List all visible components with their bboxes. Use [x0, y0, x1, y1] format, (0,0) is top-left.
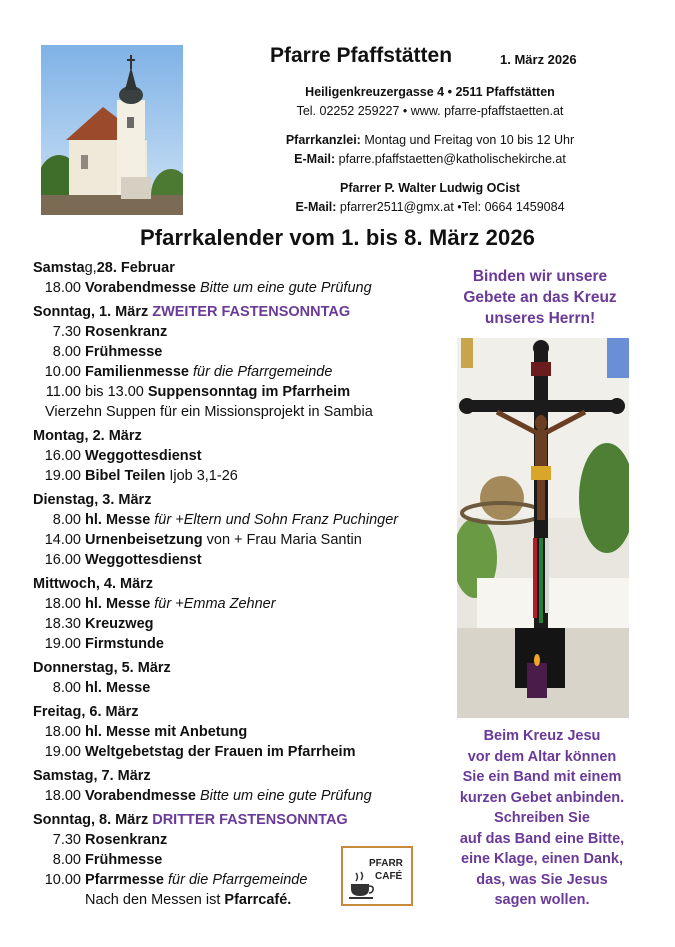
liturgical-day: ZWEITER FASTENSONNTAG — [152, 304, 351, 320]
event-title: hl. Messe mit Anbetung — [85, 724, 248, 740]
day-name-rest: g, — [84, 260, 97, 276]
prayer-instructions — [447, 726, 637, 911]
calendar-event — [33, 402, 453, 422]
event-time: 18.30 — [44, 616, 81, 632]
event-time: 8.00 — [52, 344, 81, 360]
event-time: 8.00 — [52, 852, 81, 868]
calendar-event — [33, 322, 453, 342]
day-heading — [33, 766, 453, 786]
event-title: Weggottesdienst — [85, 552, 202, 568]
event-title: Pfarrmesse — [85, 872, 164, 888]
event-title: Rosenkranz — [85, 832, 168, 848]
event-time: 14.00 — [44, 532, 81, 548]
office-hours-line — [200, 133, 660, 147]
day-name: Mittwoch, 4. März — [33, 576, 154, 592]
event-title: Suppensonntag im Pfarrheim — [147, 384, 351, 400]
calendar-heading: Pfarrkalender vom 1. bis 8. März 2026 — [139, 225, 535, 250]
calendar-event — [33, 786, 453, 806]
calendar-day — [33, 302, 453, 422]
event-title: Firmstunde — [85, 636, 164, 652]
office-hours: Montag und Freitag von 10 bis 12 Uhr — [364, 133, 575, 147]
calendar-event — [33, 550, 453, 570]
event-title: Rosenkranz — [85, 324, 168, 340]
day-heading — [33, 426, 453, 446]
event-title: Weltgebetstag der Frauen im Pfarrheim — [85, 744, 356, 760]
day-date: 28. Februar — [96, 260, 175, 276]
office-label: Pfarrkanzlei: — [285, 133, 361, 147]
calendar-event — [33, 614, 453, 634]
event-time: 18.00 — [44, 596, 81, 612]
event-time: 7.30 — [52, 832, 81, 848]
crucifix-photo — [457, 338, 629, 718]
day-name: Dienstag, 3. März — [33, 492, 152, 508]
prayer-heading-line: Gebete an das Kreuz — [463, 289, 617, 306]
event-intention: für die Pfarrgemeinde — [192, 364, 333, 380]
event-time: 8.00 — [52, 512, 81, 528]
liturgical-day: DRITTER FASTENSONNTAG — [152, 812, 348, 828]
day-heading — [33, 702, 453, 722]
event-time: 19.00 — [44, 468, 81, 484]
day-separator — [33, 910, 453, 914]
calendar-event — [33, 530, 453, 550]
event-intention: Bitte um eine gute Prüfung — [199, 280, 372, 296]
prayer-text-line: das, was Sie Jesus — [476, 871, 608, 888]
event-time: 16.00 — [44, 448, 81, 464]
calendar-event — [33, 594, 453, 614]
priest-name: Pfarrer P. Walter Ludwig OCist — [340, 181, 520, 195]
calendar-day — [33, 574, 453, 654]
calendar-event — [33, 742, 453, 762]
prayer-text-line: kurzen Gebet anbinden. — [459, 789, 625, 806]
day-heading — [33, 258, 453, 278]
prayer-heading-line: unseres Herrn! — [484, 310, 596, 327]
event-detail: von + Frau Maria Santin — [206, 532, 362, 548]
calendar-event — [33, 446, 453, 466]
calendar-event — [33, 678, 453, 698]
calendar-day — [33, 702, 453, 762]
calendar-event — [33, 510, 453, 530]
event-title: Familienmesse — [85, 364, 189, 380]
event-time: 11.00 — [45, 384, 81, 400]
prayer-text-line: Sie ein Band mit einem — [462, 769, 622, 785]
prayer-heading — [455, 266, 625, 329]
day-heading — [33, 658, 453, 678]
logo-line-2: CAFÉ — [375, 871, 403, 882]
event-title: Vorabendmesse — [85, 280, 196, 296]
day-heading — [33, 810, 453, 830]
event-intention: für +Eltern und Sohn Franz Puchinger — [154, 512, 399, 528]
event-title: hl. Messe — [85, 512, 151, 528]
day-name: Samstag, 7. März — [33, 768, 151, 784]
issue-date: 1. März 2026 — [500, 52, 577, 67]
calendar-event — [33, 466, 453, 486]
calendar-event — [33, 382, 453, 402]
prayer-text-line: eine Klage, einen Dank, — [461, 851, 623, 867]
event-note: Nach den Messen ist — [85, 892, 221, 908]
event-title: Urnenbeisetzung — [85, 532, 203, 548]
event-title: Kreuzweg — [85, 616, 154, 632]
day-name: Sonntag, 8. März — [33, 812, 149, 828]
event-time: 18.00 — [44, 724, 81, 740]
calendar-day — [33, 490, 453, 570]
calendar-day — [33, 426, 453, 486]
event-description: Vierzehn Suppen für ein Missionsprojekt in Sambia — [45, 404, 373, 420]
prayer-text-line: Beim Kreuz Jesu — [483, 728, 601, 744]
priest-email-label: E-Mail: — [295, 200, 337, 214]
event-time: 16.00 — [44, 552, 81, 568]
event-time: 8.00 — [52, 680, 81, 696]
priest-contact[interactable]: pfarrer2511@gmx.at •Tel: 0664 1459084 — [339, 200, 565, 214]
parish-title: Pfarre Pfaffstätten — [270, 44, 453, 67]
parish-contact[interactable]: Tel. 02252 259227 • www. pfarre-pfaffstaetten.at — [296, 104, 564, 118]
office-email-line — [200, 152, 660, 166]
event-detail: Ijob 3,1-26 — [169, 468, 238, 484]
event-time: 18.00 — [44, 788, 81, 804]
day-name: Donnerstag, 5. März — [33, 660, 171, 676]
prayer-heading-line: Binden wir unsere — [472, 268, 608, 285]
prayer-text-line: vor dem Altar können — [467, 748, 617, 765]
event-time: 7.30 — [52, 324, 81, 340]
event-note-bold: Pfarrcafé. — [224, 892, 292, 908]
day-name: Freitag, 6. März — [33, 704, 139, 720]
parish-calendar — [33, 258, 453, 914]
event-intention: für die Pfarrgemeinde — [168, 872, 308, 888]
calendar-event — [33, 362, 453, 382]
pfarrcafe-logo — [341, 846, 413, 906]
event-time: 19.00 — [44, 636, 81, 652]
day-name: Montag, 2. März — [33, 428, 142, 444]
event-title: Bibel Teilen — [85, 468, 166, 484]
event-title: hl. Messe — [85, 680, 151, 696]
event-time-end: bis 13.00 — [85, 384, 144, 400]
event-intention: Bitte um eine gute Prüfung — [199, 788, 372, 804]
day-heading — [33, 574, 453, 594]
calendar-event — [33, 342, 453, 362]
calendar-day — [33, 658, 453, 698]
day-name: Sonntag, 1. März — [33, 304, 149, 320]
parish-address: Heiligenkreuzergasse 4 • 2511 Pfaffstätten — [305, 85, 555, 99]
church-photo — [41, 45, 183, 215]
event-title: hl. Messe — [85, 596, 151, 612]
event-time: 18.00 — [44, 280, 81, 296]
day-heading — [33, 490, 453, 510]
calendar-day — [33, 258, 453, 298]
prayer-text-line: sagen wollen. — [494, 892, 590, 908]
day-name: Samsta — [33, 260, 85, 276]
event-title: Vorabendmesse — [85, 788, 196, 804]
event-title: Frühmesse — [85, 852, 163, 868]
calendar-day — [33, 766, 453, 806]
day-heading — [33, 302, 453, 322]
event-time: 19.00 — [44, 744, 81, 760]
event-time: 10.00 — [44, 872, 81, 888]
calendar-event — [33, 634, 453, 654]
event-time: 10.00 — [44, 364, 81, 380]
logo-line-1: PFARR — [369, 858, 403, 869]
priest-contact-line — [200, 200, 660, 214]
calendar-event — [33, 722, 453, 742]
prayer-text-line: auf das Band eine Bitte, — [459, 830, 625, 847]
event-title: Frühmesse — [85, 344, 163, 360]
calendar-event — [33, 278, 453, 298]
prayer-text-line: Schreiben Sie — [494, 810, 590, 826]
email-label: E-Mail: — [294, 152, 336, 166]
event-intention: für +Emma Zehner — [154, 596, 276, 612]
event-title: Weggottesdienst — [85, 448, 202, 464]
office-email[interactable]: pfarre.pfaffstaetten@katholischekirche.at — [338, 152, 566, 166]
